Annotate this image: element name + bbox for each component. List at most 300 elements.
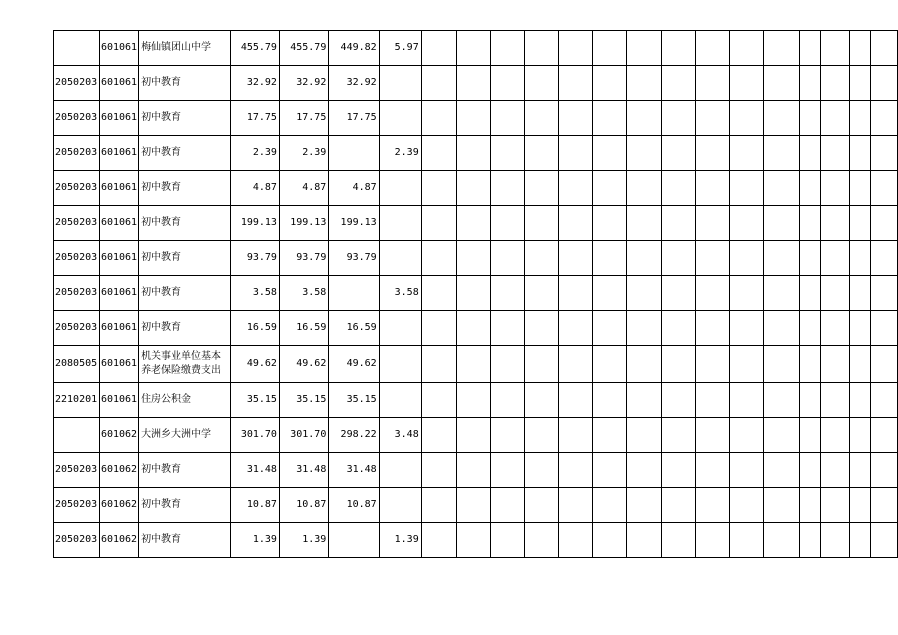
empty-cell [490, 136, 525, 171]
empty-cell [849, 241, 871, 276]
subtotal-cell: 2.39 [279, 136, 328, 171]
function-code-cell: 2050203 [54, 488, 100, 523]
empty-cell [490, 453, 525, 488]
empty-cell [456, 488, 490, 523]
total-cell: 93.79 [230, 241, 279, 276]
empty-cell [871, 311, 898, 346]
empty-cell [456, 383, 490, 418]
basic-expenditure-cell [329, 276, 379, 311]
empty-cell [799, 488, 821, 523]
empty-cell [661, 418, 695, 453]
empty-cell [559, 453, 593, 488]
empty-cell [661, 383, 695, 418]
empty-cell [525, 276, 559, 311]
empty-cell [525, 383, 559, 418]
empty-cell [763, 523, 799, 558]
empty-cell [799, 418, 821, 453]
table-body [54, 31, 898, 558]
unit-code-cell: 601061 [99, 31, 138, 66]
total-cell: 32.92 [230, 66, 279, 101]
empty-cell [729, 276, 763, 311]
basic-expenditure-cell: 49.62 [329, 346, 379, 383]
empty-cell [421, 136, 456, 171]
function-code-cell: 2210201 [54, 383, 100, 418]
empty-cell [525, 66, 559, 101]
empty-cell [661, 66, 695, 101]
empty-cell [763, 418, 799, 453]
empty-cell [849, 346, 871, 383]
empty-cell [525, 241, 559, 276]
empty-cell [525, 311, 559, 346]
empty-cell [763, 136, 799, 171]
empty-cell [821, 31, 849, 66]
empty-cell [421, 311, 456, 346]
empty-cell [559, 171, 593, 206]
empty-cell [559, 418, 593, 453]
empty-cell [821, 66, 849, 101]
project-expenditure-cell [379, 383, 421, 418]
total-cell: 35.15 [230, 383, 279, 418]
empty-cell [593, 311, 627, 346]
subtotal-cell: 4.87 [279, 171, 328, 206]
empty-cell [849, 418, 871, 453]
project-expenditure-cell: 3.48 [379, 418, 421, 453]
empty-cell [559, 523, 593, 558]
item-name-cell: 初中教育 [139, 311, 231, 346]
empty-cell [456, 136, 490, 171]
empty-cell [695, 241, 729, 276]
empty-cell [871, 101, 898, 136]
empty-cell [456, 418, 490, 453]
empty-cell [729, 241, 763, 276]
empty-cell [559, 101, 593, 136]
empty-cell [490, 311, 525, 346]
empty-cell [821, 171, 849, 206]
empty-cell [593, 453, 627, 488]
unit-code-cell: 601062 [99, 453, 138, 488]
total-cell: 3.58 [230, 276, 279, 311]
empty-cell [421, 31, 456, 66]
item-name-cell: 初中教育 [139, 276, 231, 311]
unit-code-cell: 601062 [99, 418, 138, 453]
project-expenditure-cell [379, 346, 421, 383]
subtotal-cell: 35.15 [279, 383, 328, 418]
empty-cell [661, 101, 695, 136]
total-cell: 2.39 [230, 136, 279, 171]
total-cell: 16.59 [230, 311, 279, 346]
empty-cell [849, 488, 871, 523]
subtotal-cell: 16.59 [279, 311, 328, 346]
table-row [54, 241, 898, 276]
empty-cell [421, 346, 456, 383]
empty-cell [799, 31, 821, 66]
unit-code-cell: 601062 [99, 523, 138, 558]
empty-cell [559, 311, 593, 346]
table-row [54, 136, 898, 171]
empty-cell [871, 383, 898, 418]
table-row [54, 383, 898, 418]
subtotal-cell: 31.48 [279, 453, 328, 488]
empty-cell [729, 31, 763, 66]
basic-expenditure-cell: 10.87 [329, 488, 379, 523]
empty-cell [763, 276, 799, 311]
empty-cell [661, 488, 695, 523]
empty-cell [456, 276, 490, 311]
item-name-cell: 初中教育 [139, 523, 231, 558]
table-row [54, 311, 898, 346]
empty-cell [763, 241, 799, 276]
empty-cell [456, 346, 490, 383]
empty-cell [627, 418, 662, 453]
function-code-cell: 2050203 [54, 101, 100, 136]
empty-cell [695, 311, 729, 346]
empty-cell [525, 488, 559, 523]
item-name-cell: 大洲乡大洲中学 [139, 418, 231, 453]
subtotal-cell: 455.79 [279, 31, 328, 66]
empty-cell [593, 101, 627, 136]
empty-cell [661, 453, 695, 488]
item-name-cell: 梅仙镇团山中学 [139, 31, 231, 66]
total-cell: 301.70 [230, 418, 279, 453]
empty-cell [661, 206, 695, 241]
empty-cell [849, 136, 871, 171]
project-expenditure-cell: 3.58 [379, 276, 421, 311]
empty-cell [871, 136, 898, 171]
empty-cell [729, 523, 763, 558]
empty-cell [559, 276, 593, 311]
empty-cell [490, 488, 525, 523]
subtotal-cell: 32.92 [279, 66, 328, 101]
empty-cell [490, 383, 525, 418]
empty-cell [821, 136, 849, 171]
item-name-cell: 住房公积金 [139, 383, 231, 418]
empty-cell [799, 453, 821, 488]
empty-cell [559, 488, 593, 523]
empty-cell [525, 136, 559, 171]
empty-cell [421, 171, 456, 206]
project-expenditure-cell [379, 453, 421, 488]
empty-cell [456, 453, 490, 488]
empty-cell [593, 383, 627, 418]
project-expenditure-cell [379, 171, 421, 206]
empty-cell [525, 101, 559, 136]
empty-cell [849, 206, 871, 241]
empty-cell [871, 418, 898, 453]
empty-cell [627, 276, 662, 311]
empty-cell [695, 206, 729, 241]
item-name-cell: 初中教育 [139, 488, 231, 523]
table-row [54, 346, 898, 383]
empty-cell [871, 171, 898, 206]
empty-cell [559, 383, 593, 418]
empty-cell [799, 101, 821, 136]
empty-cell [695, 523, 729, 558]
item-name-cell: 初中教育 [139, 66, 231, 101]
function-code-cell: 2050203 [54, 206, 100, 241]
table-row [54, 418, 898, 453]
empty-cell [490, 523, 525, 558]
empty-cell [763, 66, 799, 101]
basic-expenditure-cell [329, 523, 379, 558]
empty-cell [559, 136, 593, 171]
total-cell: 10.87 [230, 488, 279, 523]
empty-cell [627, 488, 662, 523]
empty-cell [627, 66, 662, 101]
empty-cell [593, 31, 627, 66]
empty-cell [490, 241, 525, 276]
empty-cell [456, 311, 490, 346]
item-name-cell: 初中教育 [139, 171, 231, 206]
empty-cell [799, 171, 821, 206]
function-code-cell: 2050203 [54, 171, 100, 206]
empty-cell [849, 66, 871, 101]
empty-cell [729, 453, 763, 488]
empty-cell [821, 276, 849, 311]
empty-cell [627, 101, 662, 136]
total-cell: 4.87 [230, 171, 279, 206]
empty-cell [661, 31, 695, 66]
empty-cell [695, 383, 729, 418]
function-code-cell: 2050203 [54, 276, 100, 311]
empty-cell [593, 136, 627, 171]
empty-cell [871, 276, 898, 311]
subtotal-cell: 93.79 [279, 241, 328, 276]
unit-code-cell: 601061 [99, 311, 138, 346]
empty-cell [661, 276, 695, 311]
empty-cell [729, 418, 763, 453]
empty-cell [490, 206, 525, 241]
basic-expenditure-cell: 199.13 [329, 206, 379, 241]
basic-expenditure-cell: 93.79 [329, 241, 379, 276]
table-row [54, 171, 898, 206]
empty-cell [799, 523, 821, 558]
empty-cell [849, 311, 871, 346]
empty-cell [849, 523, 871, 558]
empty-cell [627, 136, 662, 171]
empty-cell [695, 418, 729, 453]
basic-expenditure-cell: 32.92 [329, 66, 379, 101]
subtotal-cell: 301.70 [279, 418, 328, 453]
empty-cell [849, 101, 871, 136]
unit-code-cell: 601061 [99, 241, 138, 276]
basic-expenditure-cell: 298.22 [329, 418, 379, 453]
empty-cell [456, 171, 490, 206]
unit-code-cell: 601062 [99, 488, 138, 523]
project-expenditure-cell [379, 241, 421, 276]
empty-cell [763, 383, 799, 418]
empty-cell [799, 206, 821, 241]
empty-cell [763, 101, 799, 136]
empty-cell [627, 346, 662, 383]
empty-cell [661, 136, 695, 171]
unit-code-cell: 601061 [99, 383, 138, 418]
empty-cell [799, 66, 821, 101]
empty-cell [729, 383, 763, 418]
subtotal-cell: 199.13 [279, 206, 328, 241]
empty-cell [821, 241, 849, 276]
function-code-cell: 2050203 [54, 241, 100, 276]
empty-cell [559, 206, 593, 241]
function-code-cell: 2050203 [54, 66, 100, 101]
empty-cell [695, 453, 729, 488]
empty-cell [593, 66, 627, 101]
empty-cell [821, 311, 849, 346]
basic-expenditure-cell: 31.48 [329, 453, 379, 488]
project-expenditure-cell: 5.97 [379, 31, 421, 66]
subtotal-cell: 10.87 [279, 488, 328, 523]
empty-cell [799, 241, 821, 276]
item-name-cell: 初中教育 [139, 206, 231, 241]
empty-cell [821, 383, 849, 418]
empty-cell [593, 488, 627, 523]
empty-cell [627, 453, 662, 488]
empty-cell [695, 66, 729, 101]
empty-cell [456, 241, 490, 276]
empty-cell [627, 206, 662, 241]
empty-cell [763, 453, 799, 488]
item-name-cell: 初中教育 [139, 136, 231, 171]
empty-cell [695, 488, 729, 523]
empty-cell [456, 206, 490, 241]
empty-cell [729, 346, 763, 383]
empty-cell [559, 31, 593, 66]
empty-cell [729, 171, 763, 206]
empty-cell [490, 66, 525, 101]
total-cell: 49.62 [230, 346, 279, 383]
empty-cell [729, 488, 763, 523]
total-cell: 17.75 [230, 101, 279, 136]
project-expenditure-cell: 1.39 [379, 523, 421, 558]
unit-code-cell: 601061 [99, 346, 138, 383]
empty-cell [421, 418, 456, 453]
empty-cell [661, 171, 695, 206]
empty-cell [490, 171, 525, 206]
empty-cell [871, 453, 898, 488]
empty-cell [421, 206, 456, 241]
empty-cell [821, 101, 849, 136]
empty-cell [849, 276, 871, 311]
empty-cell [729, 311, 763, 346]
empty-cell [456, 31, 490, 66]
subtotal-cell: 3.58 [279, 276, 328, 311]
basic-expenditure-cell: 16.59 [329, 311, 379, 346]
empty-cell [729, 66, 763, 101]
empty-cell [763, 311, 799, 346]
empty-cell [661, 241, 695, 276]
empty-cell [525, 31, 559, 66]
empty-cell [661, 311, 695, 346]
empty-cell [799, 383, 821, 418]
total-cell: 31.48 [230, 453, 279, 488]
subtotal-cell: 49.62 [279, 346, 328, 383]
empty-cell [871, 31, 898, 66]
empty-cell [421, 383, 456, 418]
empty-cell [763, 346, 799, 383]
empty-cell [871, 523, 898, 558]
unit-code-cell: 601061 [99, 101, 138, 136]
empty-cell [490, 418, 525, 453]
empty-cell [421, 101, 456, 136]
empty-cell [763, 171, 799, 206]
empty-cell [593, 241, 627, 276]
empty-cell [695, 136, 729, 171]
empty-cell [421, 523, 456, 558]
item-name-cell: 机关事业单位基本养老保险缴费支出 [139, 346, 231, 383]
empty-cell [627, 311, 662, 346]
empty-cell [421, 488, 456, 523]
empty-cell [729, 206, 763, 241]
project-expenditure-cell [379, 488, 421, 523]
empty-cell [729, 136, 763, 171]
basic-expenditure-cell: 4.87 [329, 171, 379, 206]
table-row [54, 31, 898, 66]
empty-cell [695, 31, 729, 66]
empty-cell [421, 66, 456, 101]
empty-cell [821, 488, 849, 523]
empty-cell [821, 346, 849, 383]
table-row [54, 453, 898, 488]
empty-cell [627, 241, 662, 276]
basic-expenditure-cell: 35.15 [329, 383, 379, 418]
empty-cell [525, 523, 559, 558]
empty-cell [456, 101, 490, 136]
empty-cell [593, 276, 627, 311]
unit-code-cell: 601061 [99, 136, 138, 171]
empty-cell [490, 276, 525, 311]
empty-cell [627, 383, 662, 418]
empty-cell [593, 171, 627, 206]
empty-cell [525, 453, 559, 488]
empty-cell [627, 171, 662, 206]
empty-cell [821, 418, 849, 453]
total-cell: 1.39 [230, 523, 279, 558]
empty-cell [763, 31, 799, 66]
empty-cell [871, 66, 898, 101]
empty-cell [799, 136, 821, 171]
table-row [54, 488, 898, 523]
project-expenditure-cell [379, 311, 421, 346]
table-row [54, 101, 898, 136]
empty-cell [821, 453, 849, 488]
empty-cell [593, 523, 627, 558]
basic-expenditure-cell: 449.82 [329, 31, 379, 66]
empty-cell [695, 346, 729, 383]
project-expenditure-cell [379, 101, 421, 136]
empty-cell [490, 346, 525, 383]
empty-cell [559, 346, 593, 383]
function-code-cell: 2050203 [54, 523, 100, 558]
empty-cell [821, 206, 849, 241]
table-row [54, 276, 898, 311]
empty-cell [627, 31, 662, 66]
empty-cell [871, 346, 898, 383]
unit-code-cell: 601061 [99, 206, 138, 241]
empty-cell [593, 346, 627, 383]
empty-cell [593, 206, 627, 241]
subtotal-cell: 1.39 [279, 523, 328, 558]
empty-cell [695, 171, 729, 206]
empty-cell [456, 66, 490, 101]
empty-cell [456, 523, 490, 558]
empty-cell [559, 241, 593, 276]
table-row [54, 523, 898, 558]
empty-cell [871, 488, 898, 523]
function-code-cell: 2050203 [54, 311, 100, 346]
subtotal-cell: 17.75 [279, 101, 328, 136]
unit-code-cell: 601061 [99, 276, 138, 311]
empty-cell [871, 241, 898, 276]
unit-code-cell: 601061 [99, 66, 138, 101]
